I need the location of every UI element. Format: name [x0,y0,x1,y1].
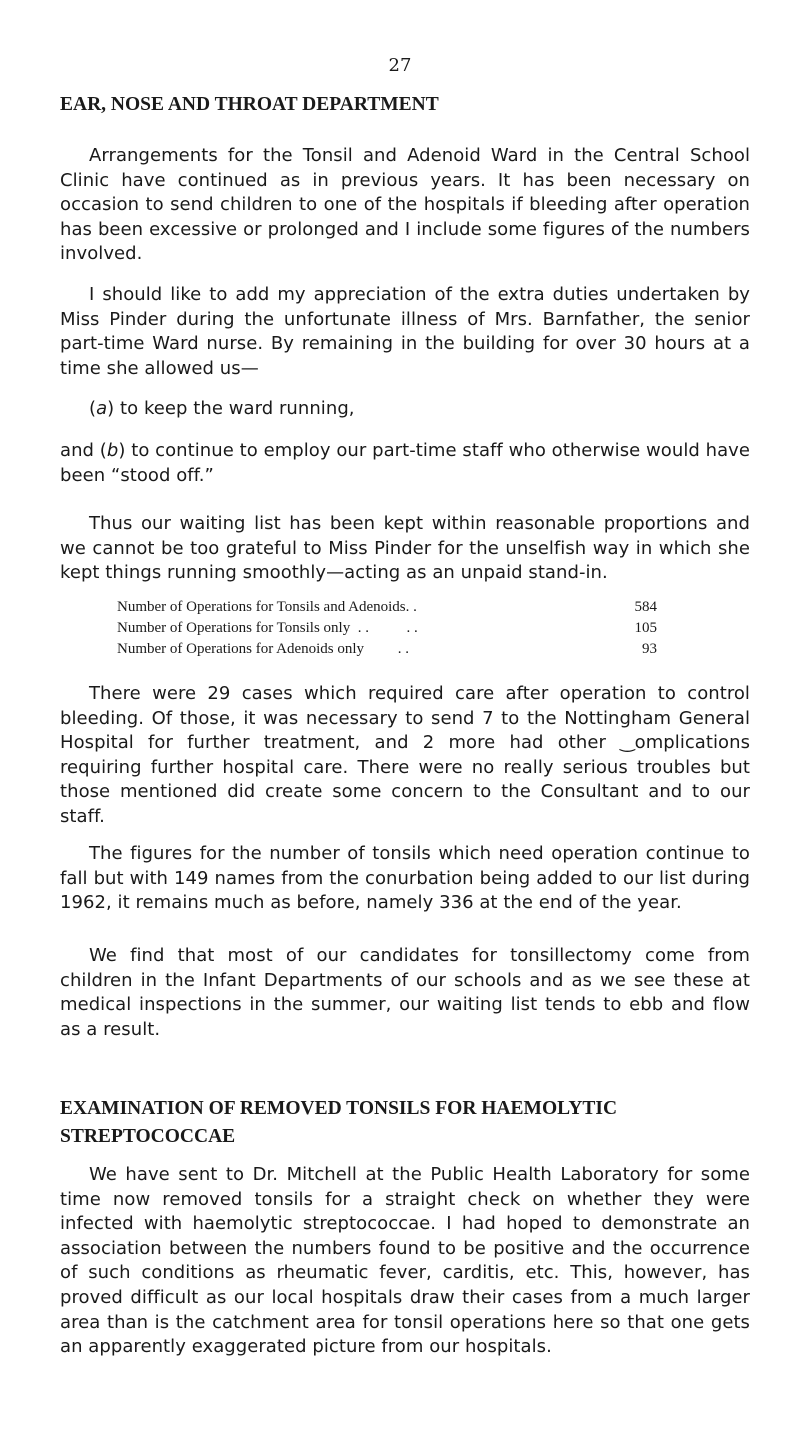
heading-examination: EXAMINATION OF REMOVED TONSILS FOR HAEMOLYTIC STREPTOCOCCAE [60,1098,618,1147]
item-a-open: ( [89,398,97,419]
stat-row-tonsils-only [117,618,657,639]
paragraph-item-b [60,439,750,488]
paragraph-waiting-list: Thus our waiting list has been kept within reasonable proportions and we cannot be too grateful to Miss Pinder for the unselfish way in which she kept things running smoothly—acting as an unpaid stand-in. [60,513,750,584]
paragraph-appreciation: I should like to add my appreciation of the extra duties undertaken by Miss Pinder during the unfortunate illness of Mrs. Barnfather, the senior part-time Ward nurse. By remaining in the building for over 30 hours at a time she allowed us— [60,284,750,379]
item-a-text: ) to keep the ward running, [107,398,355,419]
page-number: 27 [388,55,412,76]
heading-ent-department: EAR, NOSE AND THROAT DEPARTMENT [60,94,439,115]
paragraph-item-a [60,397,750,422]
paragraph-bleeding-cases: There were 29 cases which required care after operation to control bleeding. Of those, it was necessary to send 7 to the Nottingham General Hospital for further treatment, and 2 more had other ‿omplications requiring further hospital care. There were no really serious troubles but those mentioned did create some concern to the Consultant and to our staff. [60,683,750,827]
paragraph-arrangements: Arrangements for the Tonsil and Adenoid Ward in the Central School Clinic have continued as in previous years. It has been necessary on occasion to send children to one of the hospitals if bleeding after operation has been excessive or prolonged and I include some figures of the numbers involved. [60,145,750,265]
item-b-letter: b [106,440,119,461]
stat-label: Number of Operations for Tonsils and Adenoids. . [117,599,417,615]
stat-value: 105 [634,620,657,636]
stat-value: 93 [642,641,657,657]
item-b-text: ) to continue to employ our part-time staff who otherwise would have been “stood off.” [60,440,750,486]
stat-row-adenoids-only [117,639,657,660]
stat-label: Number of Operations for Adenoids only . . [117,641,410,657]
paragraph-laboratory: We have sent to Dr. Mitchell at the Public Health Laboratory for some time now removed tonsils for a straight check on whether they were infected with haemolytic streptococcae. I had hoped to demonstrate an association between the numbers found to be positive and the occurrence of such conditions as rheumatic fever, carditis, etc. This, however, has proved difficult as our local hospitals draw their cases from a much larger area than is the catchment area for tonsil operations here so that one gets an apparently exaggerated picture from our hospitals. [60,1164,750,1358]
item-b-pre: and ( [60,440,107,461]
stat-value: 584 [634,599,657,615]
stat-row-tonsils-adenoids [117,597,657,618]
item-a-letter: a [96,398,108,419]
operations-statistics [117,597,657,660]
stat-label: Number of Operations for Tonsils only . . . . [117,620,418,636]
paragraph-tonsil-figures: The figures for the number of tonsils which need operation continue to fall but with 149 names from the conurbation being added to our list during 1962, it remains much as before, namely 336 at the end of the year. [60,843,750,914]
paragraph-candidates: We find that most of our candidates for tonsillectomy come from children in the Infant Departments of our schools and as we see these at medical inspections in the summer, our waiting list tends to ebb and flow as a result. [60,945,750,1040]
